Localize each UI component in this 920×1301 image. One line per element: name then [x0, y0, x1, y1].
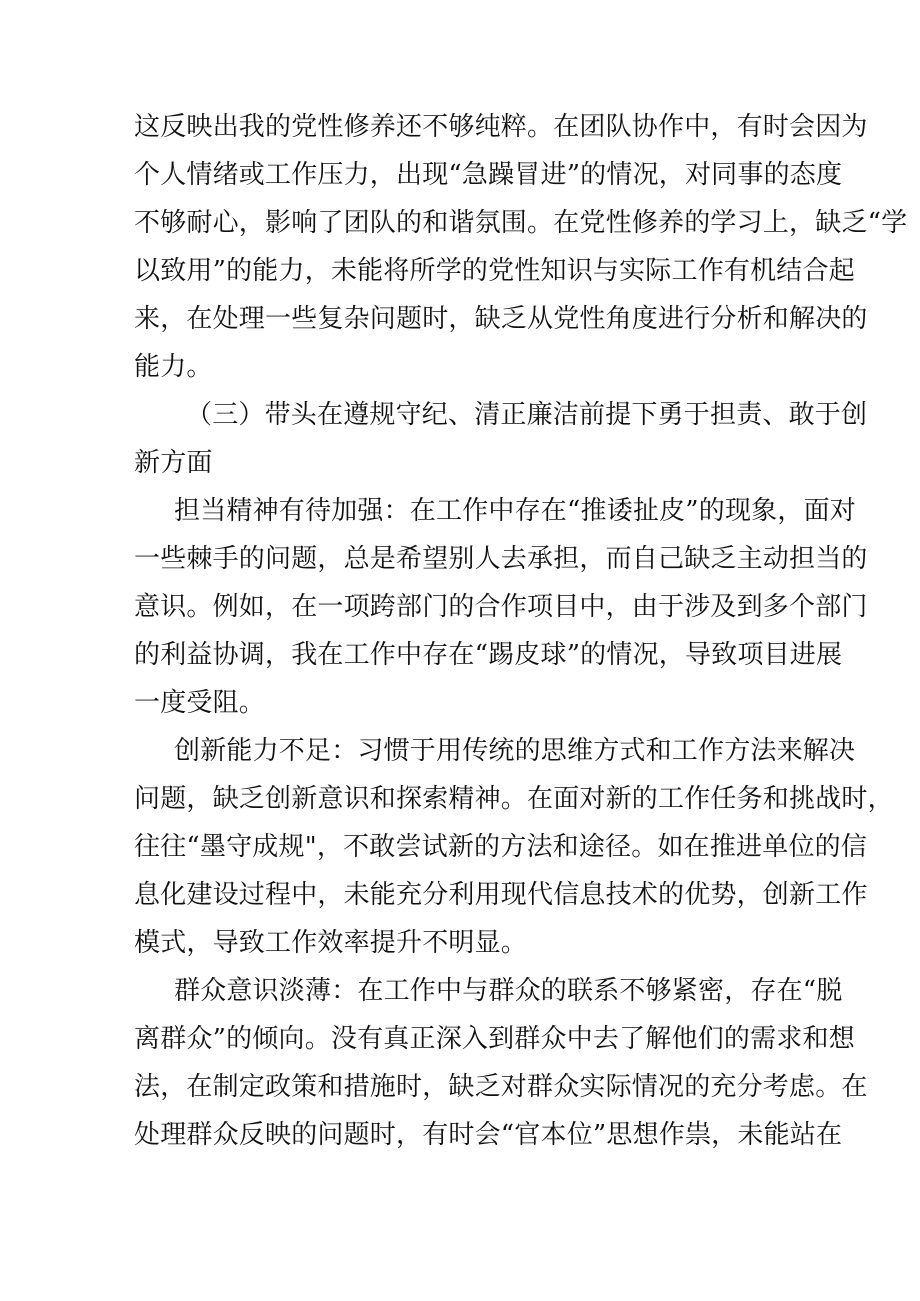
paragraph-line: 群众意识淡薄：在工作中与群众的联系不够紧密，存在“脱: [174, 976, 843, 1006]
section-heading: （三）带头在遵规守纪、清正廉洁前提下勇于担责、敢于创: [186, 400, 868, 430]
paragraph-line: 息化建设过程中，未能充分利用现代信息技术的优势，创新工作: [134, 880, 868, 910]
paragraph-line: 这反映出我的党性修养还不够纯粹。在团队协作中，有时会因为: [134, 112, 868, 142]
paragraph-line: 法，在制定政策和措施时，缺乏对群众实际情况的充分考虑。在: [134, 1072, 868, 1102]
paragraph-line: 个人情绪或工作压力，出现“急躁冒进”的情况，对同事的态度: [134, 160, 843, 190]
paragraph-line: 来，在处理一些复杂问题时，缺乏从党性角度进行分析和解决的: [134, 304, 868, 334]
paragraph-line: 往往“墨守成规"，不敢尝试新的方法和途径。如在推进单位的信: [134, 832, 868, 862]
paragraph-line: 担当精神有待加强：在工作中存在“推诿扯皮”的现象，面对: [174, 496, 856, 526]
paragraph-line: 模式，导致工作效率提升不明显。: [134, 928, 528, 958]
paragraph-line: 问题，缺乏创新意识和探索精神。在面对新的工作任务和挑战时，: [134, 784, 894, 814]
document-body: [134, 103, 908, 1159]
paragraph-line: 能力。: [134, 352, 213, 382]
paragraph-line: 处理群众反映的问题时，有时会“官本位”思想作祟，未能站在: [134, 1120, 843, 1150]
section-heading: 新方面: [134, 448, 213, 478]
paragraph-line: 一度受阻。: [134, 688, 266, 718]
paragraph-line: 不够耐心，影响了团队的和谐氛围。在党性修养的学习上，缺乏“学: [134, 208, 908, 238]
paragraph-line: 离群众”的倾向。没有真正深入到群众中去了解他们的需求和想: [134, 1024, 855, 1054]
paragraph-line: 创新能力不足：习惯于用传统的思维方式和工作方法来解决: [174, 736, 856, 766]
paragraph-line: 的利益协调，我在工作中存在“踢皮球”的情况，导致项目进展: [134, 640, 843, 670]
paragraph-line: 以致用”的能力，未能将所学的党性知识与实际工作有机结合起: [134, 256, 855, 286]
paragraph-line: 一些棘手的问题，总是希望别人去承担，而自己缺乏主动担当的: [134, 544, 868, 574]
paragraph-line: 意识。例如，在一项跨部门的合作项目中，由于涉及到多个部门: [134, 592, 868, 622]
